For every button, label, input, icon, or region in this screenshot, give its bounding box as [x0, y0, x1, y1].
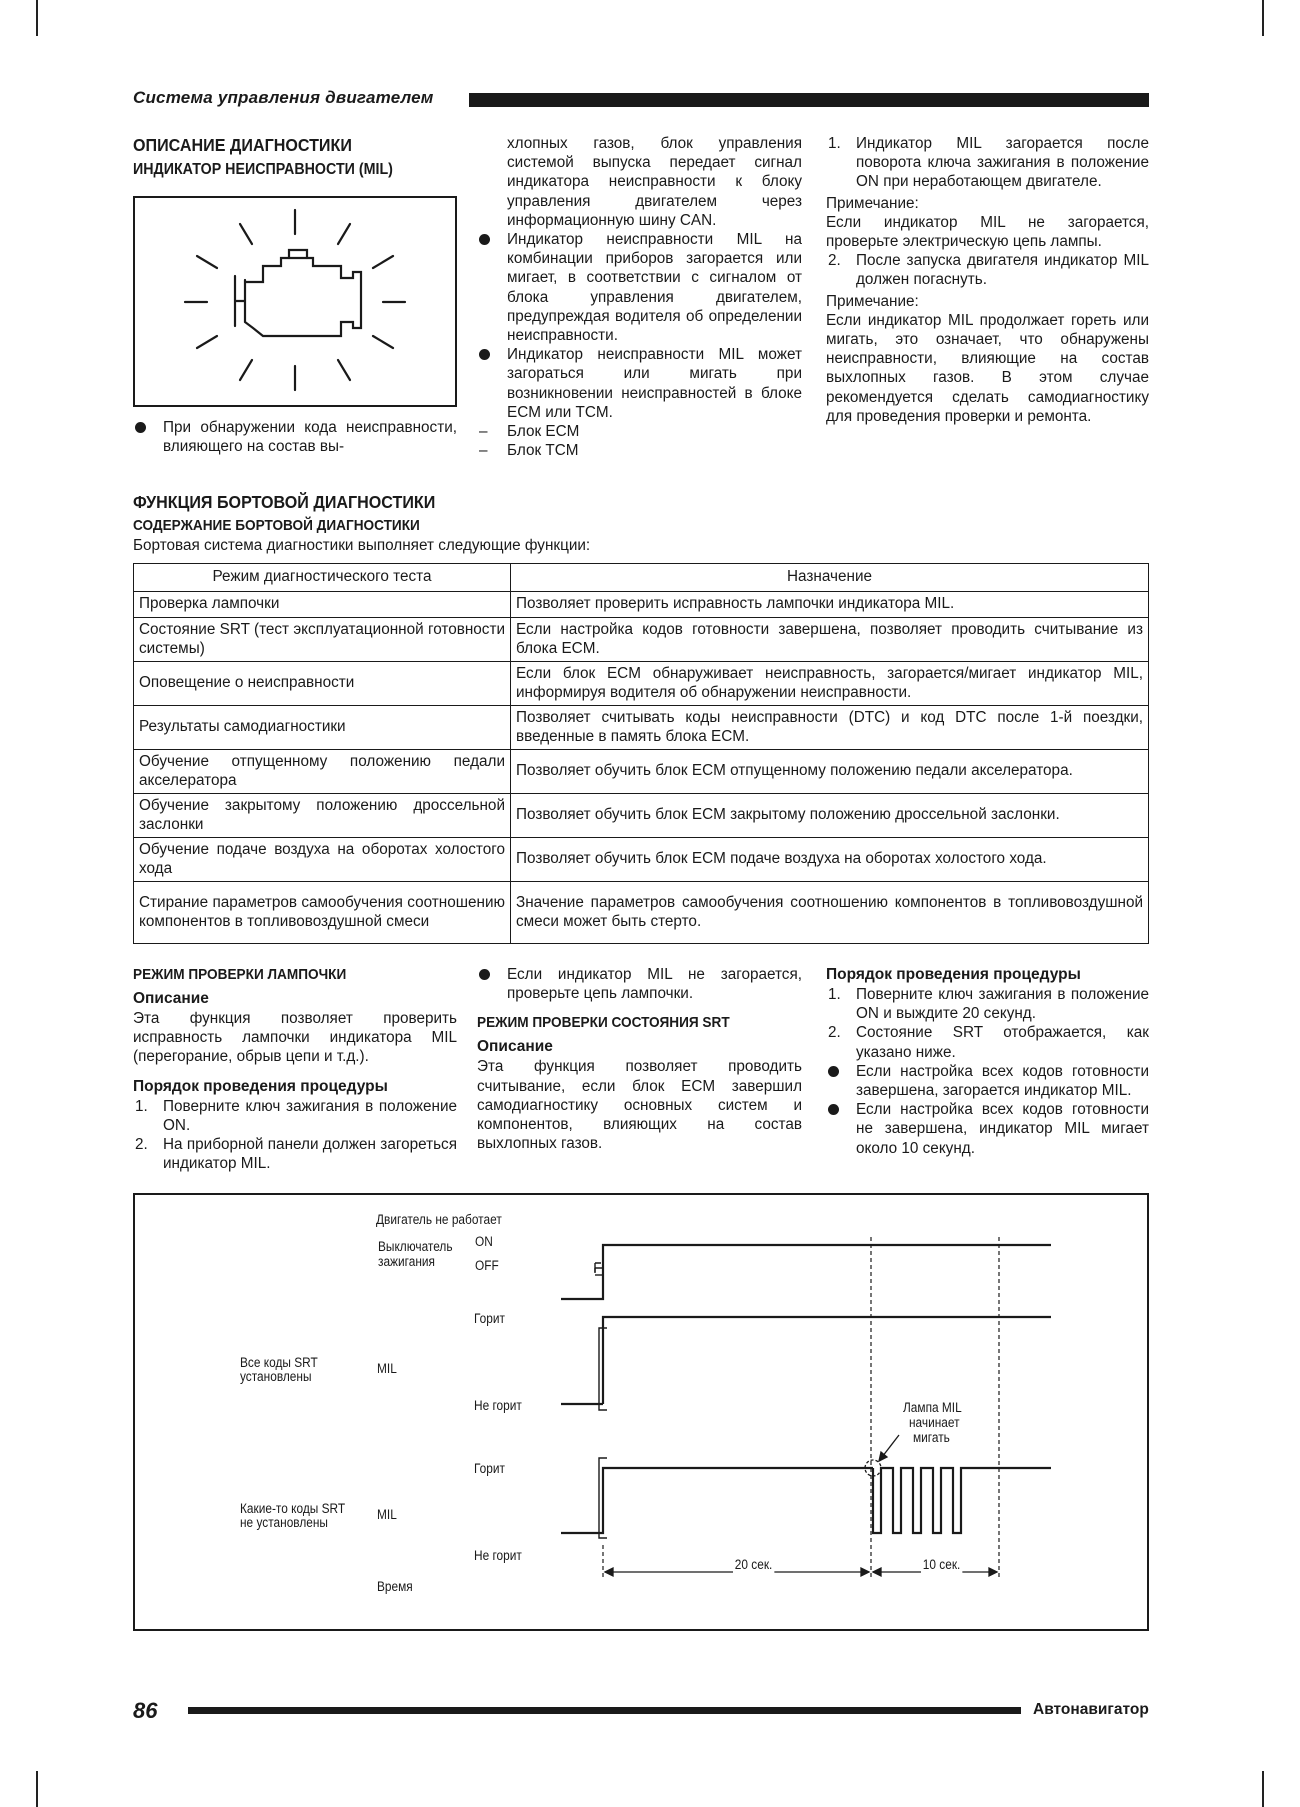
obd-section — [133, 490, 1149, 555]
list-item: 2. Состояние SRT отображается, как указано ниже. — [828, 1024, 1149, 1061]
table-row: Обучение отпущенному положению педали акселератора Позволяет обучить блок ECM отпущенному положению педали акселератора. — [134, 750, 1149, 794]
table-row: Состояние SRT (тест эксплуатационной готовности системы) Если настройка кодов готовности завершена, позволяет проводить считывание из блока ECM. — [134, 618, 1149, 662]
procedure-label: Порядок проведения процедуры — [826, 966, 1081, 983]
bullet-icon — [135, 422, 146, 433]
lit-label: Горит — [474, 1311, 505, 1326]
bullet-icon — [479, 349, 490, 360]
lamp-check-section — [133, 965, 457, 1173]
description-text: Эта функция позволяет проводить считывание, если блок ECM завершил самодиагностику основных систем и компонентов, влияющих на состав выхлопных газов. — [477, 1058, 802, 1153]
lit-label: Горит — [474, 1461, 505, 1476]
diagnostic-modes-table — [133, 563, 1149, 944]
list-item: 2. После запуска двигателя индикатор MIL должен погаснуть. — [828, 252, 1149, 289]
note-label: Примечание: — [826, 194, 919, 212]
table-row: Стирание параметров самообучения соотношению компонентов в топливовоздушной смеси Значение параметров самообучения соотношению компонентов в топливовоздушной смеси может быть стерто. — [134, 882, 1149, 944]
unlit-label: Не горит — [474, 1398, 522, 1413]
list-item: 2. На приборной панели должен загореться индикатор MIL. — [135, 1136, 457, 1173]
list-item: Индикатор неисправности MIL на комбинации приборов загорается или мигает, в соответствии с сигналом от блока управления двигателем, предупреждая водителя об определении неисправности. — [477, 230, 802, 345]
unlit-label: Не горит — [474, 1548, 522, 1563]
column-2 — [477, 134, 802, 460]
timing-waveforms — [135, 1195, 1147, 1629]
description-label: Описание — [133, 990, 209, 1007]
column-header: Назначение — [511, 564, 1149, 592]
description-label: Описание — [477, 1038, 553, 1056]
duration-label: 20 сек. — [734, 1557, 773, 1572]
off-label: OFF — [475, 1258, 499, 1273]
list-item: Индикатор неисправности MIL может загораться или мигать при возникновении неисправностей в блоке ECM или TCM. — [477, 345, 802, 422]
obd-intro: Бортовая система диагностики выполняет следующие функции: — [133, 537, 591, 554]
mil-label: MIL — [377, 1507, 397, 1522]
publisher-brand: Автонавигатор — [1033, 1701, 1149, 1718]
some-srt-label: Какие-то коды SRT — [240, 1501, 346, 1516]
duration-label: 10 сек. — [922, 1557, 961, 1572]
mil-label: MIL — [377, 1361, 397, 1376]
list-item: 1. Поверните ключ зажигания в положение ON и выждите 20 секунд. — [828, 986, 1149, 1023]
time-label: Время — [377, 1579, 413, 1594]
blink-note: мигать — [913, 1430, 950, 1445]
obd-title: ФУНКЦИЯ БОРТОВОЙ ДИАГНОСТИКИ — [133, 492, 436, 512]
srt-timing-diagram — [133, 1193, 1149, 1631]
page-title: ОПИСАНИЕ ДИАГНОСТИКИ — [133, 135, 352, 155]
page-number: 86 — [133, 1698, 158, 1723]
all-srt-label: установлены — [240, 1369, 312, 1384]
note-text: Если индикатор MIL не загорается, проверьте электрическую цепь лампы. — [826, 213, 1149, 251]
engine-check-icon — [135, 198, 455, 405]
bullet-icon — [828, 1066, 839, 1077]
description-text: Эта функция позволяет проверить исправность лампочки индикатора MIL (перегорание, обрыв цепи и т.д.). — [133, 1010, 457, 1066]
list-item: 1. Индикатор MIL загорается после поворота ключа зажигания в положение ON при неработающем двигателе. — [828, 135, 1149, 191]
engine-warning-figure — [133, 196, 457, 407]
note-label: Примечание: — [826, 292, 919, 310]
bullet-icon — [479, 969, 490, 980]
list-item: – Блок TCM — [479, 442, 579, 460]
lamp-check-title: РЕЖИМ ПРОВЕРКИ ЛАМПОЧКИ — [133, 967, 347, 983]
blink-note: начинает — [909, 1415, 960, 1430]
table-row: Результаты самодиагностики Позволяет считывать коды неисправности (DTC) и код DTC после 1-й поездки, введенные в память блока ECM. — [134, 706, 1149, 750]
engine-off-label: Двигатель не работает — [376, 1212, 502, 1227]
crop-mark — [36, 0, 38, 36]
list-item: При обнаружении кода неисправности, влияющего на состав вы- — [133, 418, 457, 456]
some-srt-label: не установлены — [240, 1515, 328, 1530]
list-item: – Блок ECM — [479, 423, 580, 441]
ignition-label: Выключатель — [378, 1239, 453, 1254]
paragraph: хлопных газов, блок управления системой выпуска передает сигнал индикатора неисправности к блоку управления двигателем через информационную шину CAN. — [507, 135, 802, 229]
list-item: Если настройка всех кодов готовности не завершена, индикатор MIL мигает около 10 секунд. — [826, 1100, 1149, 1158]
crop-mark — [36, 1771, 38, 1807]
header-bar — [469, 93, 1149, 107]
bullet-icon — [828, 1104, 839, 1115]
list-item: 1. Поверните ключ зажигания в положение ON. — [135, 1097, 457, 1134]
table-row: Обучение закрытому положению дроссельной заслонки Позволяет обучить блок ECM закрытому положению дроссельной заслонки. — [134, 794, 1149, 838]
mil-subtitle: ИНДИКАТОР НЕИСПРАВНОСТИ (MIL) — [133, 161, 393, 178]
srt-title: РЕЖИМ ПРОВЕРКИ СОСТОЯНИЯ SRT — [477, 1015, 730, 1032]
column-1-bullets — [133, 418, 457, 456]
column-1 — [133, 133, 457, 180]
crop-mark — [1262, 0, 1264, 36]
list-item: Если индикатор MIL не загорается, проверьте цепь лампочки. — [477, 965, 802, 1003]
table-row: Оповещение о неисправности Если блок ECM обнаруживает неисправность, загорается/мигает индикатор MIL, информируя водителя об обнаружении неисправности. — [134, 662, 1149, 706]
obd-subtitle: СОДЕРЖАНИЕ БОРТОВОЙ ДИАГНОСТИКИ — [133, 518, 420, 534]
footer-bar — [188, 1707, 1021, 1714]
procedure-label: Порядок проведения процедуры — [133, 1077, 388, 1095]
list-item: Если настройка всех кодов готовности завершена, загорается индикатор MIL. — [826, 1062, 1149, 1100]
bullet-icon — [479, 234, 490, 245]
note-text: Если индикатор MIL продолжает гореть или мигать, это означает, что обнаружены неисправности, влияющие на состав выхлопных газов. В этом случае рекомендуется сделать самодиагностику для проведения проверки и ремонта. — [826, 311, 1149, 425]
crop-mark — [1262, 1771, 1264, 1807]
on-label: ON — [475, 1234, 493, 1249]
table-row: Обучение подаче воздуха на оборотах холостого хода Позволяет обучить блок ECM подаче воздуха на оборотах холостого хода. — [134, 838, 1149, 882]
blink-note: Лампа MIL — [903, 1400, 962, 1415]
ignition-label: зажигания — [378, 1254, 435, 1269]
section-header: Система управления двигателем — [133, 88, 434, 107]
srt-section — [477, 965, 802, 1153]
srt-procedure — [826, 965, 1149, 1158]
table-header-row — [134, 564, 1149, 592]
column-3 — [826, 134, 1149, 426]
table-row: Проверка лампочки Позволяет проверить исправность лампочки индикатора MIL. — [134, 592, 1149, 618]
all-srt-label: Все коды SRT — [240, 1355, 318, 1370]
column-header: Режим диагностического теста — [134, 564, 511, 592]
